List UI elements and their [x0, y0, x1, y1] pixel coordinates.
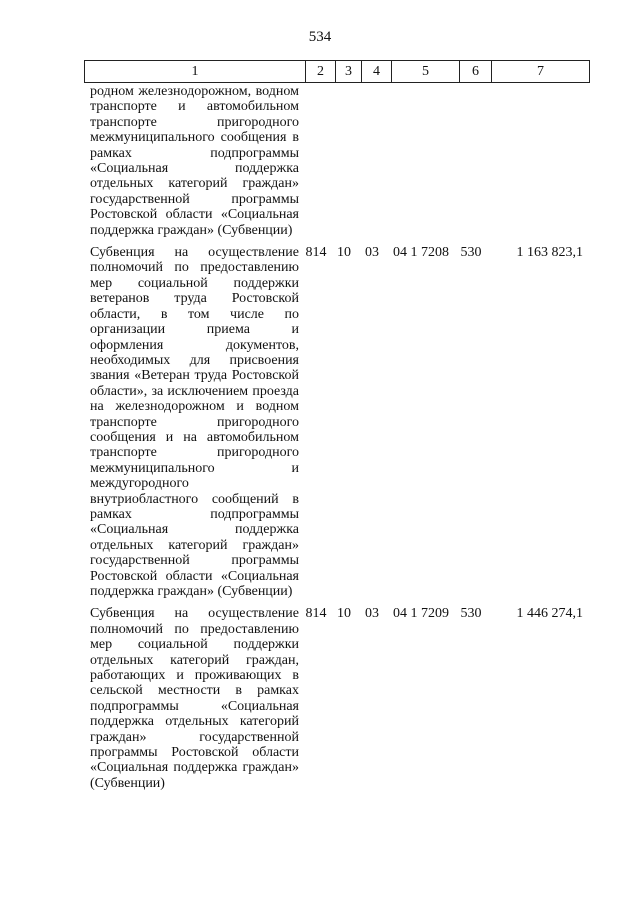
page-number: 534	[308, 29, 332, 45]
row-description: Субвенция на осуществление полномочий по предоставлению мер социальной поддержки ветеранов труда Ростовской области, в том числе по организации приема и оформления документов, необходимых для присвоения звания «Ветеран труда Ростовской области», за исключением проезда на железнодорожном и водном транспорте пригородного сообщения и на автомобильном транспорте пригородного межмуниципального и междугородного внутриобластного сообщений в рамках подпрограммы «Социальная поддержка отдельных категорий граждан» государственной программы Ростовской области «Социальная поддержка граждан» (Субвенции)	[90, 245, 299, 599]
row-col-7: 1 163 823,1	[516, 245, 583, 261]
header-col-4: 4	[362, 61, 392, 83]
row-description: Субвенция на осуществление полномочий по предоставлению мер социальной поддержки отдельных категорий граждан, работающих и проживающих в сельской местности в рамках подпрограммы «Социальная поддержка отдельных категорий граждан» государственной программы Ростовской области «Социальная поддержка граждан» (Субвенции)	[90, 606, 299, 791]
table-row	[84, 245, 604, 599]
row-col-6: 530	[460, 606, 482, 622]
header-col-6: 6	[460, 61, 492, 83]
header-col-1: 1	[85, 61, 306, 83]
table-row	[84, 606, 604, 791]
row-col-6: 530	[460, 245, 482, 261]
row-col-5: 04 1 7208	[393, 245, 449, 261]
row-col-2: 814	[305, 606, 327, 622]
table-body	[84, 84, 604, 791]
header-col-2: 2	[306, 61, 336, 83]
header-col-7: 7	[492, 61, 590, 83]
row-col-4: 03	[365, 245, 379, 261]
row-col-3: 10	[337, 606, 351, 622]
table-row	[84, 84, 604, 238]
row-col-4: 03	[365, 606, 379, 622]
row-description: родном железнодорожном, водном транспорте и автомобильном транспорте пригородного межмуниципального сообщения в рамках подпрограммы «Социальная поддержка отдельных категорий граждан» государственной программы Ростовской области «Социальная поддержка граждан» (Субвенции)	[90, 84, 299, 238]
table-header	[84, 60, 590, 83]
row-col-5: 04 1 7209	[393, 606, 449, 622]
row-col-3: 10	[337, 245, 351, 261]
row-col-7: 1 446 274,1	[516, 606, 583, 622]
row-col-2: 814	[305, 245, 327, 261]
header-col-3: 3	[336, 61, 362, 83]
header-col-5: 5	[392, 61, 460, 83]
